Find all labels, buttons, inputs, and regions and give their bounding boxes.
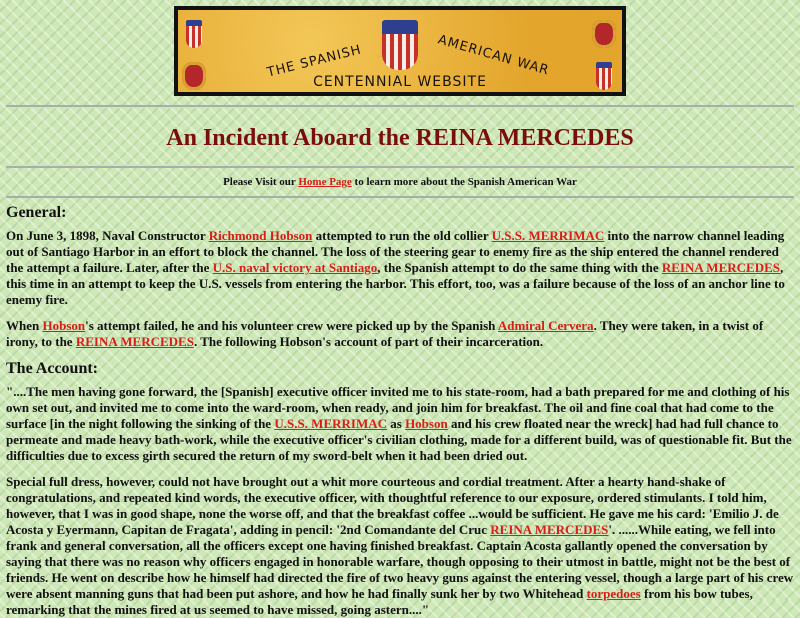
torpedoes-link[interactable]: torpedoes — [586, 586, 641, 601]
general-paragraph-2 — [6, 318, 794, 350]
text: 's attempt failed, he and his volunteer crew were picked up by the Spanish — [85, 318, 498, 333]
banner-text-centennial: CENTENNIAL WEBSITE — [313, 74, 487, 90]
text: '. ......While eating, we fell into frank and general conversation, all the officers except one having finished breakfast. Captain Acosta gallantly opened the conversation by saying that there was no reason why officers engaged in honorable warfare, though opposing to their utmost in battle, might not be the best of friends. He went on describe how he himself had directed the fire of two heavy guns against the entering vessel, though a large part of his crew were absent manning guns that had been put ashore, and how he had finally sunk her by two Whitehead — [6, 522, 794, 601]
visit-suffix: to learn more about the Spanish American War — [351, 176, 577, 188]
reina-mercedes-link[interactable]: REINA MERCEDES — [661, 260, 780, 275]
merrimac-link[interactable]: U.S.S. MERRIMAC — [491, 228, 605, 243]
richmond-hobson-link[interactable]: Richmond Hobson — [208, 228, 313, 243]
general-heading: General: — [6, 204, 67, 221]
text: "....The men having gone forward, the [Spanish] executive officer invited me to his state-room, had a bath prepared for me and clothing of his own set out, and invited me to come into the ward-room, when ready, and join him for breakfast. The oil and fine coal that had come to the surface [in the night following the sinking of the — [6, 384, 790, 431]
account-paragraph-2 — [6, 474, 794, 618]
us-shield-icon — [186, 20, 202, 48]
us-shield-center-icon — [382, 20, 418, 70]
banner-container — [0, 0, 800, 101]
text: . They were taken, in a twist of irony, to the — [6, 318, 764, 349]
text: from his bow tubes, remarking that the mines fired at us seemed to have missed, going astern...." — [6, 586, 753, 617]
text: When — [6, 318, 43, 333]
general-paragraph-1 — [6, 228, 794, 308]
text: attempted to run the old collier — [312, 228, 492, 243]
divider — [6, 196, 794, 198]
visit-notice — [0, 176, 800, 188]
merrimac-link[interactable]: U.S.S. MERRIMAC — [274, 416, 387, 431]
visit-prefix: Please Visit our — [223, 176, 299, 188]
text: , the Spanish attempt to do the same thing with the — [377, 260, 662, 275]
divider — [6, 166, 794, 168]
text: and his crew floated near the wreck] had had full chance to permeate and made heavy bath-work, while the executive officer's civilian clothing, made for a different build, was of questionable fit. But the difficulties due to excess girth secured the return of my sword-belt when it had been dried out. — [6, 416, 792, 463]
text: as — [387, 416, 406, 431]
text: , this time in an attempt to keep the U.S. vessels from entering the harbor. This effort, too, was a failure because of the loss of an anchor line to enemy fire. — [6, 260, 785, 307]
account-heading: The Account: — [6, 360, 98, 377]
text: On June 3, 1898, Naval Constructor — [6, 228, 209, 243]
site-banner — [174, 6, 626, 96]
page-title: An Incident Aboard the REINA MERCEDES — [166, 125, 634, 151]
home-page-link[interactable]: Home Page — [298, 176, 352, 188]
divider — [6, 105, 794, 107]
admiral-cervera-link[interactable]: Admiral Cervera — [497, 318, 594, 333]
account-paragraph-1 — [6, 384, 794, 464]
text: into the narrow channel leading out of Santiago Harbor in an effort to block the channel. The loss of the steering gear to enemy fire as the ship entered the channel rendered the attempt a failure. Later, after the — [6, 228, 785, 275]
reina-mercedes-link[interactable]: REINA MERCEDES — [75, 334, 194, 349]
naval-victory-santiago-link[interactable]: U.S. naval victory at Santiago — [212, 260, 378, 275]
hobson-link[interactable]: Hobson — [405, 416, 448, 431]
spanish-crest-icon — [592, 20, 616, 48]
reina-mercedes-link[interactable]: REINA MERCEDES — [490, 522, 609, 537]
hobson-link[interactable]: Hobson — [42, 318, 86, 333]
banner-text-spanish: THE SPANISH — [265, 42, 364, 81]
banner-text-american-war: AMERICAN WAR — [436, 32, 551, 79]
text: Special full dress, however, could not have brought out a whit more courteous and cordial treatment. After a hearty hand-shake of congratulations, and repeated kind words, the executive officer, with thoughtful reference to our exposure, ordered stimulants. I told him, however, that I was in good shape, none the worse off, and that the breakfast coffee ...would be sufficient. He gave me his card: 'Emilio J. de Acosta y Eyermann, Capitan de Fragata', adding in pencil: '2nd Comandante del Cruc — [6, 474, 779, 537]
text: . The following Hobson's account of part of their incarceration. — [193, 334, 544, 349]
